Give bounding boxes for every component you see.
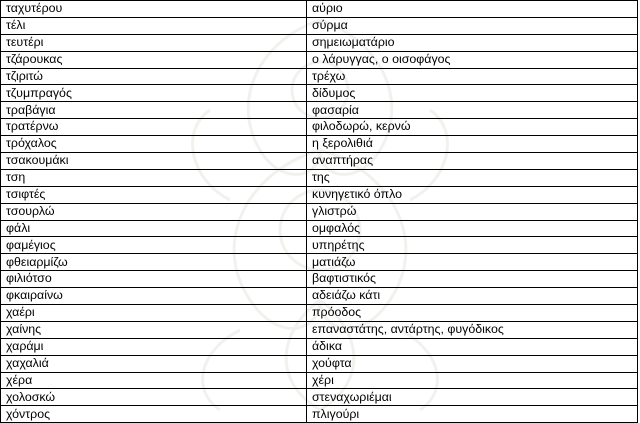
table-row <box>1 51 638 68</box>
table-row <box>1 203 638 220</box>
table-row <box>1 85 638 102</box>
table-row <box>1 254 638 271</box>
meaning-cell: τρέχω <box>307 68 638 85</box>
meaning-cell: άδικα <box>307 338 638 355</box>
table-row <box>1 271 638 288</box>
meaning-cell: στεναχωριέμαι <box>307 389 638 406</box>
meaning-cell: αναπτήρας <box>307 153 638 170</box>
term-cell: χαχαλιά <box>1 355 307 372</box>
table-row <box>1 372 638 389</box>
meaning-cell: φασαρία <box>307 102 638 119</box>
table-row <box>1 305 638 322</box>
meaning-cell: αδειάζω κάτι <box>307 288 638 305</box>
term-cell: τραβάγια <box>1 102 307 119</box>
term-cell: χαίνης <box>1 321 307 338</box>
table-row <box>1 355 638 372</box>
term-cell: χόντρος <box>1 406 307 423</box>
meaning-cell: κυνηγετικό όπλο <box>307 186 638 203</box>
meaning-cell: υπηρέτης <box>307 237 638 254</box>
meaning-cell: της <box>307 169 638 186</box>
meaning-cell: βαφτιστικός <box>307 271 638 288</box>
table-row <box>1 119 638 136</box>
term-cell: χαράμι <box>1 338 307 355</box>
meaning-cell: αύριο <box>307 1 638 18</box>
meaning-cell: γλιστρώ <box>307 203 638 220</box>
meaning-cell: ομφαλός <box>307 220 638 237</box>
meaning-cell: πρόοδος <box>307 305 638 322</box>
table-row <box>1 153 638 170</box>
table-row <box>1 237 638 254</box>
meaning-cell: επαναστάτης, αντάρτης, φυγόδικος <box>307 321 638 338</box>
table-row <box>1 136 638 153</box>
term-cell: τέλι <box>1 17 307 34</box>
term-cell: χαέρι <box>1 305 307 322</box>
term-cell: φιλιότσο <box>1 271 307 288</box>
meaning-cell: ο λάρυγγας, ο οισοφάγος <box>307 51 638 68</box>
table-row <box>1 34 638 51</box>
meaning-cell: σημειωματάριο <box>307 34 638 51</box>
table-row <box>1 186 638 203</box>
term-cell: τσιφτές <box>1 186 307 203</box>
table-row <box>1 102 638 119</box>
table-row <box>1 338 638 355</box>
table-row <box>1 1 638 18</box>
table-row <box>1 68 638 85</box>
term-cell: τσουρλώ <box>1 203 307 220</box>
term-cell: τσακουμάκι <box>1 153 307 170</box>
table-row <box>1 288 638 305</box>
term-cell: φκαιραίνω <box>1 288 307 305</box>
meaning-cell: φιλοδωρώ, κερνώ <box>307 119 638 136</box>
table-row <box>1 220 638 237</box>
term-cell: τση <box>1 169 307 186</box>
term-cell: φαμέγιος <box>1 237 307 254</box>
term-cell: ταχυτέρου <box>1 1 307 18</box>
table-row <box>1 169 638 186</box>
meaning-cell: πλιγούρι <box>307 406 638 423</box>
term-cell: τευτέρι <box>1 34 307 51</box>
term-cell: φθειαρμίζω <box>1 254 307 271</box>
meaning-cell: η ξερολιθιά <box>307 136 638 153</box>
term-cell: χέρα <box>1 372 307 389</box>
table-row <box>1 406 638 423</box>
meaning-cell: χέρι <box>307 372 638 389</box>
term-cell: τρόχαλος <box>1 136 307 153</box>
meaning-cell: ματιάζω <box>307 254 638 271</box>
term-cell: χολοσκώ <box>1 389 307 406</box>
meaning-cell: δίδυμος <box>307 85 638 102</box>
table-row <box>1 321 638 338</box>
term-cell: τρατέρνω <box>1 119 307 136</box>
term-cell: τζυμπραγός <box>1 85 307 102</box>
meaning-cell: χούφτα <box>307 355 638 372</box>
term-cell: φάλι <box>1 220 307 237</box>
meaning-cell: σύρμα <box>307 17 638 34</box>
table-row <box>1 389 638 406</box>
table-row <box>1 17 638 34</box>
term-cell: τζιριτώ <box>1 68 307 85</box>
term-cell: τζάρουκας <box>1 51 307 68</box>
